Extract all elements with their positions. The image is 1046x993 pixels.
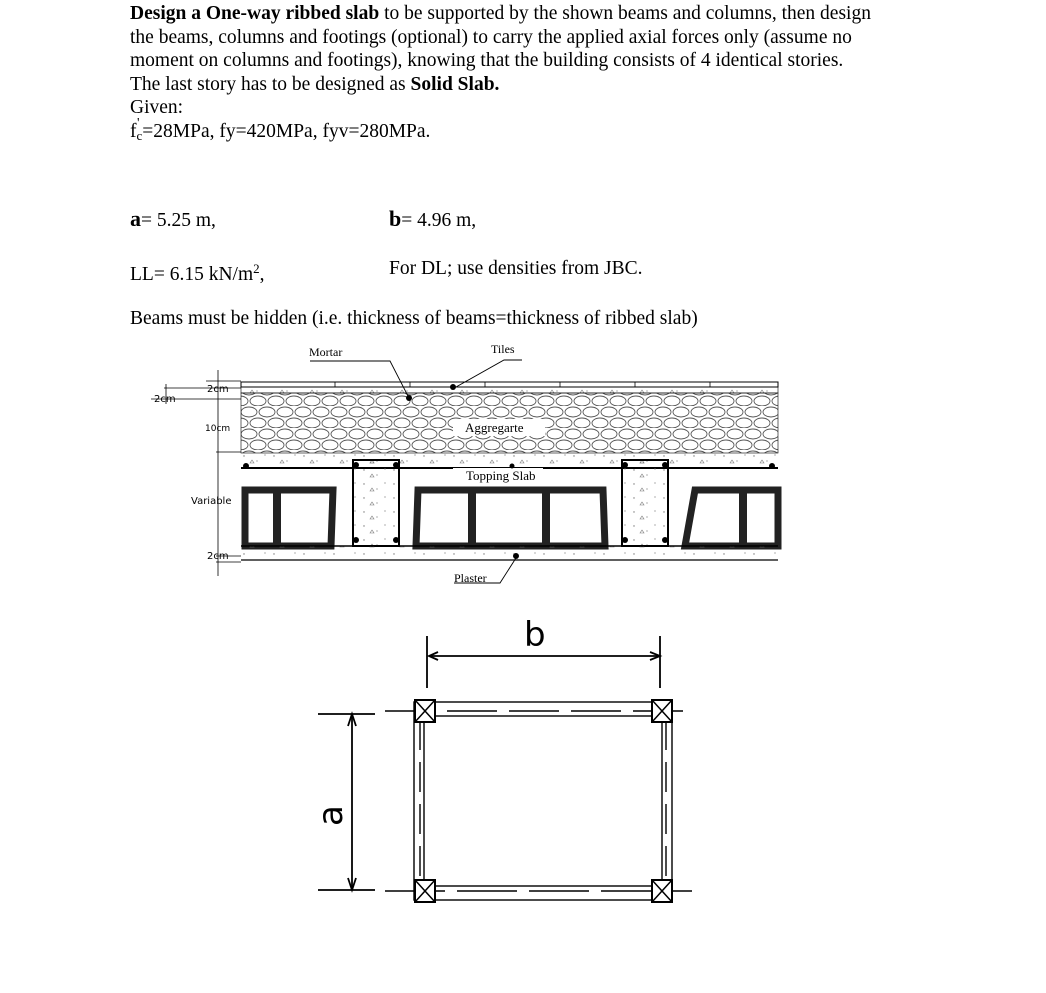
param-a-label: a (130, 206, 141, 231)
solid-slab-note (130, 73, 890, 97)
param-ll-sup: 2 (253, 261, 260, 276)
plan-a-label: a (311, 805, 351, 826)
tiles-thickness-dim: 2cm (207, 384, 229, 395)
material-values: =28MPa, fy=420MPa, fyv=280MPa. (142, 120, 431, 142)
mortar-thickness-dim: 2cm (154, 394, 176, 405)
material-properties (130, 115, 890, 148)
topping-slab-layer (241, 453, 778, 469)
problem-title: Design a One-way ribbed slab (130, 3, 380, 24)
problem-statement (130, 2, 890, 147)
param-b-label: b (389, 206, 402, 231)
param-a-value: = 5.25 m, (141, 210, 216, 231)
tiles-label: Tiles (491, 342, 515, 356)
param-ll (130, 257, 265, 286)
ribbed-slab-section-figure (150, 340, 790, 590)
param-ll-text: LL= 6.15 kN/m (130, 264, 254, 285)
aggregate-label: Aggregarte (465, 420, 524, 435)
hidden-beams-note: Beams must be hidden (i.e. thickness of beams=thickness of ribbed slab) (130, 308, 698, 329)
mortar-layer (241, 387, 778, 393)
fc-prime: ' (137, 115, 140, 131)
param-ll-comma: , (259, 264, 265, 285)
problem-description: to be supported by the shown beams and columns, then design the beams, columns and footings (optional) to carry the applied axial forces only (assume no moment on columns and footings), knowing that the building consists of 4 identical stories. (130, 3, 871, 71)
given-label: Given: (130, 97, 184, 118)
aggregate-thickness-dim: 10cm (205, 424, 231, 434)
variable-dim: Variable (191, 496, 232, 507)
topping-slab-label: Topping Slab (466, 468, 536, 483)
hidden-beam-left (353, 460, 399, 546)
param-a (130, 207, 216, 232)
columns (415, 700, 672, 902)
fc-symbol (130, 115, 143, 148)
fc-f: f (130, 120, 137, 142)
param-b (389, 207, 476, 232)
problem-paragraph (130, 2, 890, 73)
hidden-beam-right (622, 460, 668, 546)
slab-plan-figure (310, 610, 710, 910)
plaster-layer (241, 546, 778, 556)
plan-b-label: b (524, 615, 546, 655)
plaster-label: Plaster (454, 571, 487, 585)
tiles-layer (241, 382, 778, 387)
mortar-label: Mortar (309, 345, 343, 359)
param-dl: For DL; use densities from JBC. (389, 258, 643, 279)
plaster-thickness-dim: 2cm (207, 551, 229, 562)
hollow-blocks (245, 490, 778, 546)
solid-slab-bold: Solid Slab. (410, 73, 500, 95)
beams (385, 702, 692, 900)
solid-slab-text: The last story has to be designed as (130, 73, 411, 95)
param-b-value: = 4.96 m, (401, 210, 477, 231)
fc-subscript: c (136, 127, 143, 143)
